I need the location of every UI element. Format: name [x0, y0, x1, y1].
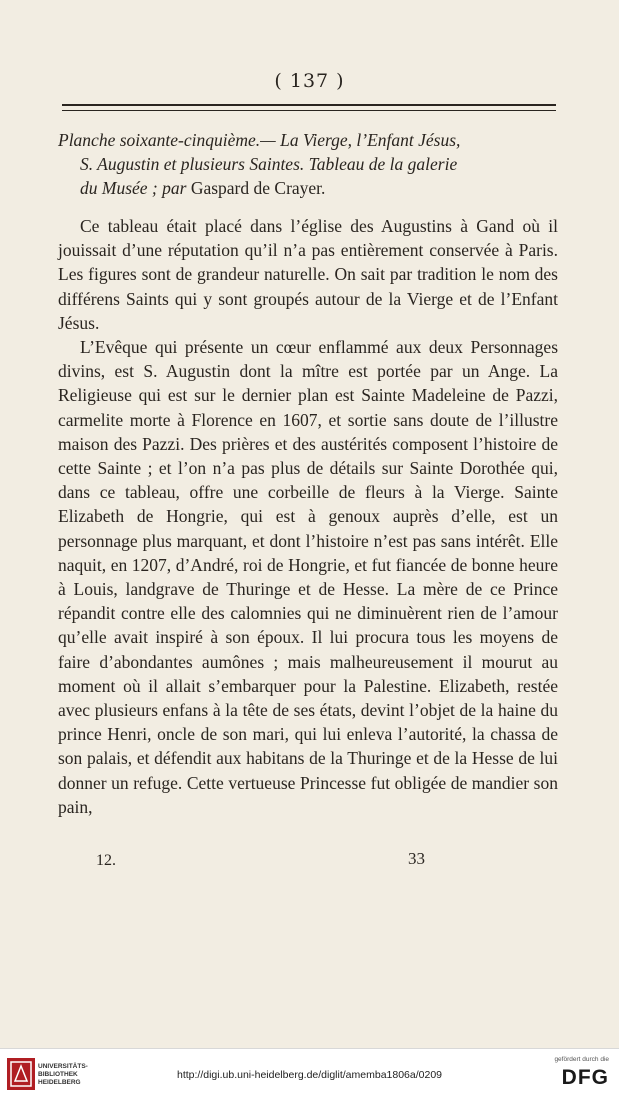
paragraph-1: Ce tableau était placé dans l’église des Augustins à Gand où il jouissait d’une réputation qu’il n’a pas entièrement conservée à Paris. Les figures sont de grandeur naturelle. On sait par tradition le nom des différens Saints qui y sont groupés autour de la Vierge et de l’Enfant Jésus.	[58, 216, 558, 333]
university-name: UNIVERSITÄTS- BIBLIOTHEK HEIDELBERG	[38, 1063, 88, 1086]
funding-caption: gefördert durch die	[554, 1056, 609, 1063]
body-text	[58, 214, 558, 819]
title-line-3: du Musée ; par	[80, 178, 187, 198]
source-url-link[interactable]: http://digi.ub.uni-heidelberg.de/diglit/amemba1806a/0209	[176, 1069, 443, 1081]
page-number: ( 137 )	[274, 70, 345, 92]
title-line-2: S. Augustin et plusieurs Saintes. Tableau de la galerie	[80, 154, 458, 174]
digitization-footer	[0, 1048, 619, 1100]
dfg-logo: DFG	[561, 1066, 609, 1089]
plate-title	[58, 128, 558, 200]
paragraph-2: L’Evêque qui présente un cœur enflammé aux deux Personnages divins, est S. Augustin dont la mître est portée par un Ange. La Religieuse qui est sur le dernier plan est Sainte Madeleine de Pazzi, carmelite morte à Florence en 1607, et sortie sans doute de l’illustre maison des Pazzi. Des prières et des austérités composent l’histoire de cette Sainte ; et l’on n’a pas plus de détails sur Sainte Dorothée qui, dans ce tableau, offre une corbeille de fleurs à la Vierge. Sainte Elizabeth de Hongrie, qui est à genoux auprès d’elle, est un personnage plus marquant, et dont l’histoire n’est pas sans intérêt. Elle naquit, en 1207, d’André, roi de Hongrie, et fut fiancée de bonne heure à Louis, landgrave de Thuringe et de Hesse. La mère de ce Prince répandit contre elle des calomnies qui ne diminuèrent rien de l’amour qu’elle avait inspiré à son époux. Il lui procura tous les moyens de faire d’abondantes aumônes ; mais malheureusement il mourut au moment où il allait s’embarquer pour la Palestine. Elizabeth, restée avec plusieurs enfans à la tête de ses états, devint l’objet de la haine du prince Henri, oncle de son mari, qui lui enleva l’autorité, la chassa de son palais, et défendit aux habitans de la Thuringe et de la Hesse de lui donner un refuge. Cette vertueuse Princesse fut obligée de mandier son pain,	[58, 337, 558, 817]
signature-mark: 12.	[96, 852, 116, 869]
catchword: 33	[408, 849, 425, 868]
header-rule-thin	[62, 110, 556, 111]
title-line-1: Planche soixante-cinquième.— La Vierge, l’Enfant Jésus,	[58, 130, 461, 150]
title-author: Gaspard de Crayer.	[186, 178, 326, 198]
header-rule-thick	[62, 104, 556, 106]
